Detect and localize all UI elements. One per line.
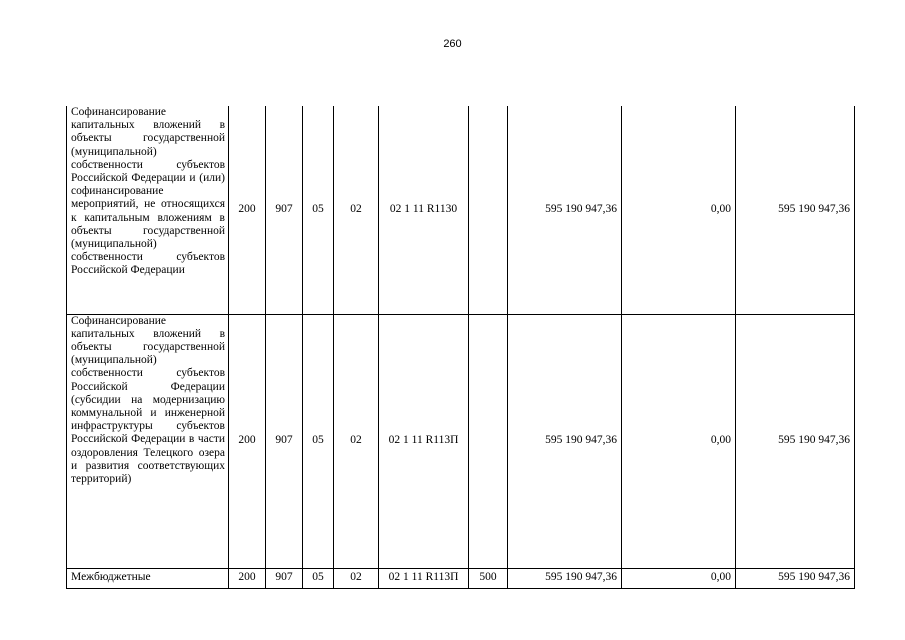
grbs-code: 907 [266, 314, 303, 568]
final-amount: 595 190 947,36 [736, 106, 855, 314]
ministry-code: 200 [229, 314, 266, 568]
subsection-code: 02 [334, 106, 379, 314]
section-code: 05 [303, 314, 334, 568]
ministry-code: 200 [229, 568, 266, 588]
section-code: 05 [303, 106, 334, 314]
final-amount: 595 190 947,36 [736, 568, 855, 588]
change-amount: 0,00 [622, 106, 736, 314]
row-description: Межбюджетные [67, 568, 229, 588]
total-amount: 595 190 947,36 [508, 314, 622, 568]
grbs-code: 907 [266, 568, 303, 588]
table-row [67, 106, 855, 314]
table-row [67, 568, 855, 588]
budget-table [66, 106, 855, 589]
row-description: Софинансирование капитальных вложений в объекты государственной (муниципальной) собственности субъектов Российской Федерации (субсидии на модернизацию коммунальной и инженерной инфраструктуры субъектов Российской Федерации в части оздоровления Телецкого озера и развития соответствующих территорий) [67, 314, 229, 568]
total-amount: 595 190 947,36 [508, 106, 622, 314]
expense-type-code [469, 314, 508, 568]
expense-type-code: 500 [469, 568, 508, 588]
subsection-code: 02 [334, 314, 379, 568]
table-row [67, 314, 855, 568]
target-article-code: 02 1 11 R113П [379, 568, 469, 588]
section-code: 05 [303, 568, 334, 588]
row-description: Софинансирование капитальных вложений в объекты государственной (муниципальной) собственности субъектов Российской Федерации и (или) софинансирование мероприятий, не относящихся к капитальным вложениям в объекты государственной (муниципальной) собственности субъектов Российской Федерации [67, 106, 229, 314]
subsection-code: 02 [334, 568, 379, 588]
final-amount: 595 190 947,36 [736, 314, 855, 568]
page-number: 260 [443, 38, 462, 50]
target-article-code: 02 1 11 R113П [379, 314, 469, 568]
change-amount: 0,00 [622, 568, 736, 588]
ministry-code: 200 [229, 106, 266, 314]
grbs-code: 907 [266, 106, 303, 314]
change-amount: 0,00 [622, 314, 736, 568]
target-article-code: 02 1 11 R1130 [379, 106, 469, 314]
total-amount: 595 190 947,36 [508, 568, 622, 588]
expense-type-code [469, 106, 508, 314]
